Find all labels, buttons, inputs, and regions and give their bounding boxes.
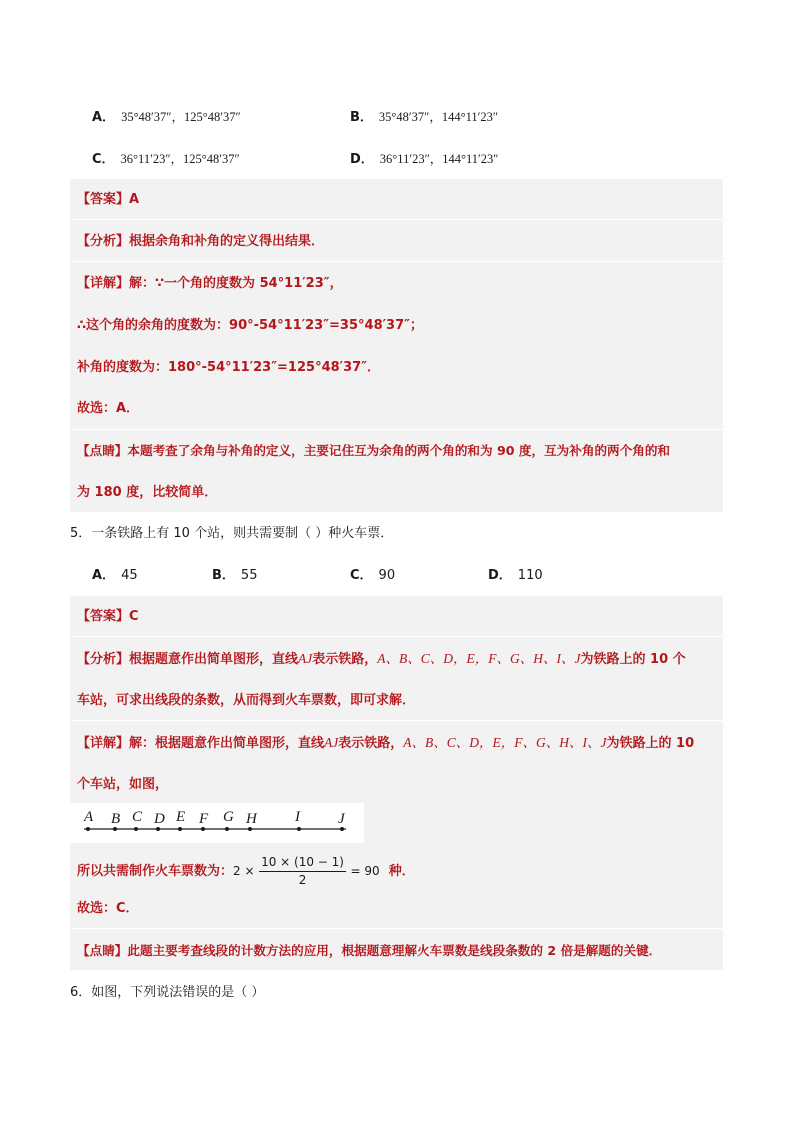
analysis-text: 为铁路上的 10 个 [580, 652, 686, 667]
result-text: 所以共需制作火车票数为： [77, 864, 234, 879]
option-label: C． [92, 152, 115, 167]
station-point-g [225, 827, 229, 831]
option-label: B． [212, 568, 235, 583]
q4-comment-line-1: 【点睛】本题考查了余角与补角的定义，主要记住互为余角的两个角的和为 90 度，互为补角的两个角的和 [77, 443, 671, 458]
option-value: 90 [378, 568, 396, 583]
q4-detail-line-1: 【详解】解：∵一个角的度数为 54°11′23″， [77, 276, 343, 291]
option-value: 36°11′23″，144°11′23″ [379, 152, 499, 166]
q4-analysis: 【分析】根据余角和补角的定义得出结果． [77, 234, 325, 249]
divider [70, 636, 723, 637]
divider [70, 928, 723, 929]
detail-text: 表示铁路， [338, 736, 404, 751]
station-label-c: C [132, 809, 143, 825]
q4-option-a [92, 108, 241, 127]
q5-option-b [212, 567, 257, 585]
station-label-i: I [295, 809, 300, 825]
station-point-h [248, 827, 252, 831]
formula-right: = 90 [350, 864, 380, 878]
station-names: A、B、C、D，E，F、G、H、I、J [377, 651, 581, 666]
q4-detail-line-3: 补角的度数为：180°-54°11′23″=125°48′37″． [77, 360, 380, 375]
divider [70, 720, 723, 721]
station-point-e [178, 827, 182, 831]
option-label: C． [350, 568, 373, 583]
q5-result [77, 853, 415, 889]
divider [70, 219, 723, 220]
option-label: D． [488, 568, 512, 583]
option-value: 36°11′23″，125°48′37″ [120, 152, 240, 166]
station-point-j [340, 827, 344, 831]
detail-text: 为铁路上的 10 [606, 736, 695, 751]
station-point-f [201, 827, 205, 831]
formula-fraction [259, 855, 346, 888]
station-label-h: H [246, 811, 257, 827]
station-label-g: G [223, 809, 234, 825]
station-label-a: A [84, 809, 94, 825]
q5-detail-line-2: 个车站，如图， [77, 777, 169, 792]
q5-choice: 故选：C． [77, 901, 139, 916]
q5-detail-line-1 [77, 734, 694, 753]
analysis-text: 表示铁路， [312, 652, 378, 667]
fraction-numerator: 10 × (10 − 1) [259, 855, 346, 872]
option-value: 110 [517, 568, 543, 583]
q5-question: 5．一条铁路上有 10 个站，则共需要制（ ）种火车票． [70, 526, 394, 541]
q5-option-d [488, 567, 543, 585]
divider [70, 429, 723, 430]
analysis-text: 【分析】根据题意作出简单图形，直线 [77, 652, 299, 667]
station-point-b [113, 827, 117, 831]
option-label: B． [350, 110, 373, 125]
result-text: 种． [388, 864, 415, 879]
option-value: 35°48′37″，125°48′37″ [121, 110, 241, 124]
q4-answer: 【答案】A [77, 192, 140, 207]
q5-analysis-line-1 [77, 650, 686, 669]
q6-question: 6．如图，下列说法错误的是（ ） [70, 985, 265, 1000]
option-label: A． [92, 568, 116, 583]
q5-option-c [350, 567, 395, 585]
station-point-a [86, 827, 90, 831]
q4-answer-panel [70, 179, 723, 512]
q4-choice: 故选：A． [77, 401, 140, 416]
option-value: 45 [121, 568, 138, 583]
formula-left: 2 × [233, 864, 255, 878]
q5-answer: 【答案】C [77, 609, 139, 624]
option-value: 55 [240, 568, 258, 583]
option-label: D． [350, 152, 374, 167]
station-names: A、B、C、D，E，F、G、H、I、J [403, 735, 607, 750]
station-point-c [134, 827, 138, 831]
q4-detail-line-2: ∴这个角的余角的度数为：90°-54°11′23″=35°48′37″； [77, 318, 423, 333]
line-name: AJ [298, 651, 313, 666]
station-label-e: E [176, 809, 186, 825]
station-label-d: D [154, 811, 165, 827]
line-name: AJ [324, 735, 339, 750]
station-label-b: B [111, 811, 121, 827]
q5-comment: 【点睛】此题主要考查线段的计数方法的应用，根据题意理解火车票数是线段条数的 2 倍是解题的关键． [77, 943, 662, 958]
q4-comment-line-2: 为 180 度，比较简单． [77, 485, 218, 500]
fraction-denominator: 2 [298, 873, 307, 887]
station-label-f: F [199, 811, 209, 827]
option-value: 35°48′37″，144°11′23″ [378, 110, 499, 124]
q4-option-b [350, 108, 498, 127]
station-label-j: J [338, 811, 345, 827]
option-label: A． [92, 110, 116, 125]
station-point-d [156, 827, 160, 831]
q5-option-a [92, 567, 138, 585]
railway-figure [70, 803, 364, 843]
q5-analysis-line-2: 车站，可求出线段的条数，从而得到火车票数，即可求解． [77, 693, 416, 708]
detail-text: 【详解】解：根据题意作出简单图形，直线 [77, 736, 325, 751]
q4-option-c [92, 150, 240, 169]
q4-option-d [350, 150, 499, 169]
station-point-i [297, 827, 301, 831]
divider [70, 261, 723, 262]
